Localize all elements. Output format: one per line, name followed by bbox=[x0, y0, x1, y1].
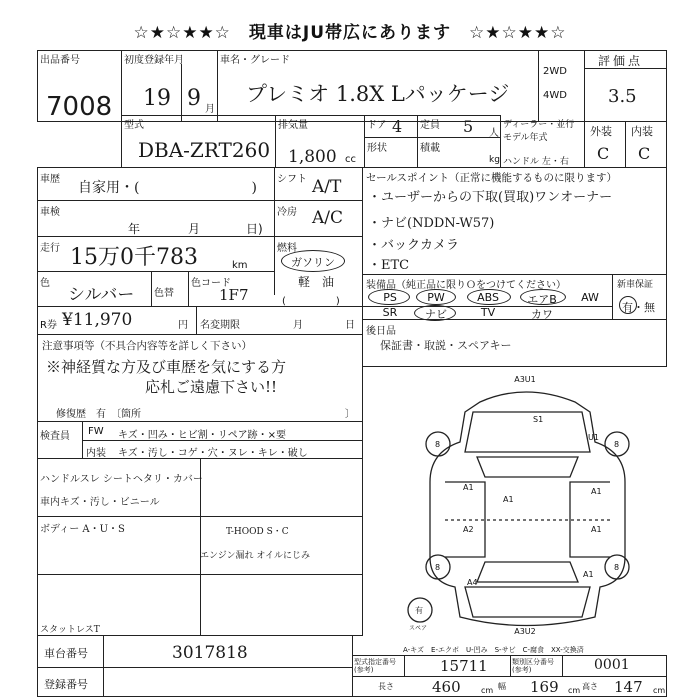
drive-2wd: 2WD bbox=[543, 66, 567, 77]
lot-label: 出品番号 bbox=[40, 55, 80, 66]
diagram-mark-a1-left: A1 bbox=[463, 483, 474, 492]
fw-value: キズ・凹み・ヒビ割・リペア跡・×要 bbox=[118, 430, 286, 441]
drive-box bbox=[538, 50, 585, 122]
diagram-mark-a1-trunk: A1 bbox=[583, 570, 594, 579]
diagram-mark-s1: S1 bbox=[533, 415, 544, 424]
diagram-wheel-fl: 8 bbox=[435, 440, 441, 449]
title-deadline-month: 月 bbox=[293, 320, 303, 331]
hw-note-2: 車内キズ・汚し・ビニール bbox=[40, 497, 160, 508]
fuel-diesel: 軽 油 bbox=[298, 275, 335, 289]
mileage-unit: km bbox=[232, 260, 248, 271]
warranty-value: 有・無 bbox=[622, 301, 655, 314]
hw-note-4: T-HOOD S・C bbox=[226, 527, 289, 537]
color-change-label: 色替 bbox=[154, 288, 174, 299]
warranty-label: 新車保証 bbox=[617, 280, 654, 290]
repair-label: 修復歴 有 〔箇所 bbox=[56, 409, 141, 420]
diagram-mark-a2: A2 bbox=[463, 525, 474, 534]
diagram-mark-a1-rear: A1 bbox=[591, 525, 602, 534]
equip-pw: PW bbox=[427, 291, 445, 304]
inspection-day: 日) bbox=[246, 222, 263, 236]
chassis-label: 車台番号 bbox=[44, 647, 88, 660]
notes-handwritten-2: 応札ご遠慮下さい!! bbox=[145, 378, 278, 396]
hw-note-1: ハンドルスレ シートヘタリ・カバー bbox=[40, 474, 203, 485]
diagram-spare: 有 bbox=[415, 606, 423, 615]
loading-label: 積載 bbox=[420, 143, 440, 154]
height-value: 147 bbox=[614, 678, 643, 696]
diagram-legend: A-キズ E-エクボ U-凹み S-サビ C-腐食 XX-交換済 bbox=[403, 646, 584, 654]
vehicle-name: プレミオ 1.8X Lパッケージ bbox=[246, 82, 510, 106]
drive-4wd: 4WD bbox=[543, 90, 567, 101]
width-value: 169 bbox=[530, 678, 559, 696]
doors-value: 4 bbox=[392, 117, 403, 136]
diagram-top-label: A3U1 bbox=[514, 375, 536, 384]
mileage-value: 15万0千783 bbox=[70, 245, 198, 270]
registration-year: 19 bbox=[143, 86, 171, 111]
equip-tv: TV bbox=[480, 306, 496, 319]
handle-label: ハンドル 左・右 bbox=[503, 157, 569, 167]
model-value: DBA-ZRT260 bbox=[138, 138, 271, 162]
inspection-year: 年 bbox=[128, 222, 141, 236]
stamp-text: スタットレスT bbox=[40, 625, 100, 635]
repair-close: 〕 bbox=[345, 409, 355, 420]
diagram-bottom-label: A3U2 bbox=[514, 627, 536, 636]
color-value: シルバー bbox=[68, 285, 135, 305]
price-label: R券 bbox=[40, 320, 57, 331]
equip-abs: ABS bbox=[477, 291, 499, 304]
sales-point-4: ・ETC bbox=[368, 258, 410, 273]
height-unit: cm bbox=[653, 686, 666, 695]
price-unit: 円 bbox=[178, 320, 188, 331]
color-code-value: 1F7 bbox=[219, 286, 249, 304]
displacement-unit: cc bbox=[345, 154, 356, 165]
capacity-value: 5 bbox=[463, 117, 474, 136]
equip-airbag: エアB bbox=[527, 293, 557, 306]
diagram-wheel-rl: 8 bbox=[435, 563, 441, 572]
history-value: 自家用・( ) bbox=[78, 180, 257, 196]
vehicle-label: 車名・グレード bbox=[220, 55, 290, 66]
equip-ps: PS bbox=[383, 291, 397, 304]
inspector-label: 検査員 bbox=[40, 431, 70, 442]
class-cert-label: 類別区分番号(参考) bbox=[512, 658, 554, 674]
class-cert-value: 0001 bbox=[594, 657, 630, 673]
sales-point-1: ・ユーザーからの下取(買取)ワンオーナー bbox=[368, 190, 613, 205]
title-deadline-day: 日 bbox=[345, 320, 355, 331]
mileage-label: 走行 bbox=[40, 243, 60, 254]
chassis-value: 3017818 bbox=[172, 643, 248, 663]
capacity-unit: 人 bbox=[489, 128, 499, 139]
history-label: 車歴 bbox=[40, 174, 60, 185]
damage-diagram bbox=[385, 372, 670, 642]
registration-month-unit: 月 bbox=[205, 104, 215, 115]
header-banner: ☆★☆★★☆ 現車はJU帯広にあります ☆★☆★★☆ bbox=[133, 23, 567, 43]
fw-label: FW bbox=[88, 426, 104, 437]
hw-note-5: エンジン漏れ オイルにじみ bbox=[200, 551, 310, 561]
diagram-mark-a1-right: A1 bbox=[591, 487, 602, 496]
diagram-wheel-fr: 8 bbox=[614, 440, 620, 449]
lot-number: 7008 bbox=[46, 92, 113, 122]
inspection-month: 月 bbox=[188, 222, 201, 236]
width-label: 幅 bbox=[498, 682, 506, 691]
cooling-value: A/C bbox=[312, 208, 344, 228]
type-cert-label: 型式指定番号(参考) bbox=[354, 658, 396, 674]
diagram-mark-a1-center: A1 bbox=[503, 495, 514, 504]
equip-leather: カワ bbox=[531, 308, 553, 321]
fuel-gas: ガソリン bbox=[291, 256, 335, 269]
exterior-label: 外装 bbox=[590, 125, 612, 138]
shape-label: 形状 bbox=[367, 143, 387, 154]
model-label: 型式 bbox=[124, 120, 144, 131]
sales-point-2: ・ナビ(NDDN-W57) bbox=[368, 216, 495, 231]
inspection-label: 車検 bbox=[40, 207, 60, 218]
registration-month: 9 bbox=[187, 86, 201, 111]
type-cert-value: 15711 bbox=[440, 657, 488, 675]
title-deadline-label: 名変期限 bbox=[200, 320, 240, 331]
shift-value: A/T bbox=[312, 177, 342, 197]
notes-label: 注意事項等（不具合内容等を詳しく下さい） bbox=[42, 340, 252, 352]
in-value: キズ・汚し・コゲ・穴・ヌレ・キレ・破し bbox=[118, 448, 308, 459]
regnum-label: 登録番号 bbox=[44, 678, 88, 691]
width-unit: cm bbox=[568, 686, 581, 695]
interior-value: C bbox=[638, 144, 651, 163]
color-code-label: 色コード bbox=[191, 278, 231, 289]
diagram-wheel-rr: 8 bbox=[614, 563, 620, 572]
score-label: 評価点 bbox=[598, 54, 644, 68]
interior-label: 内装 bbox=[631, 125, 653, 138]
score-value: 3.5 bbox=[608, 86, 637, 107]
registration-label: 初度登録年月 bbox=[124, 55, 184, 66]
diagram-mark-u1: U1 bbox=[588, 433, 599, 442]
rear-value: 保証書・取説・スペアキー bbox=[380, 339, 512, 352]
in-label: 内装 bbox=[86, 448, 106, 459]
exterior-value: C bbox=[597, 144, 610, 163]
length-label: 長さ bbox=[378, 682, 394, 691]
equip-aw: AW bbox=[581, 291, 599, 304]
rear-label: 後日品 bbox=[366, 326, 396, 337]
height-label: 高さ bbox=[582, 682, 598, 691]
sales-point-3: ・バックカメラ bbox=[368, 238, 460, 253]
color-label: 色 bbox=[40, 278, 50, 289]
displacement-label: 排気量 bbox=[278, 120, 308, 131]
loading-unit: kg bbox=[489, 155, 500, 165]
hw-note-3: ボディー A・U・S bbox=[40, 524, 125, 535]
equip-sr: SR bbox=[382, 306, 398, 319]
equipment-label: 装備品（純正品に限りＯをつけてください） bbox=[366, 280, 566, 291]
model-year-label: モデル年式 bbox=[503, 133, 548, 143]
fuel-paren: ( ) bbox=[282, 296, 340, 307]
sales-points-label: セールスポイント（正常に機能するものに限ります） bbox=[366, 172, 618, 184]
length-value: 460 bbox=[432, 678, 461, 696]
cooling-label: 冷房 bbox=[277, 207, 297, 218]
price-value: ¥11,970 bbox=[62, 310, 133, 330]
fuel-label: 燃料 bbox=[277, 243, 297, 254]
dealer-label: ディーラー・並行 bbox=[503, 120, 575, 130]
notes-handwritten-1: ※神経質な方及び車歴を気にする方 bbox=[46, 358, 287, 376]
diagram-mark-a4: A4 bbox=[467, 578, 478, 587]
shift-label: シフト bbox=[277, 174, 307, 185]
length-unit: cm bbox=[481, 686, 494, 695]
displacement-value: 1,800 bbox=[288, 147, 337, 167]
doors-label: ドア bbox=[367, 120, 387, 131]
capacity-label: 定員 bbox=[420, 120, 440, 131]
diagram-spare-label: スペア bbox=[409, 625, 428, 632]
equip-navi: ナビ bbox=[425, 308, 447, 321]
